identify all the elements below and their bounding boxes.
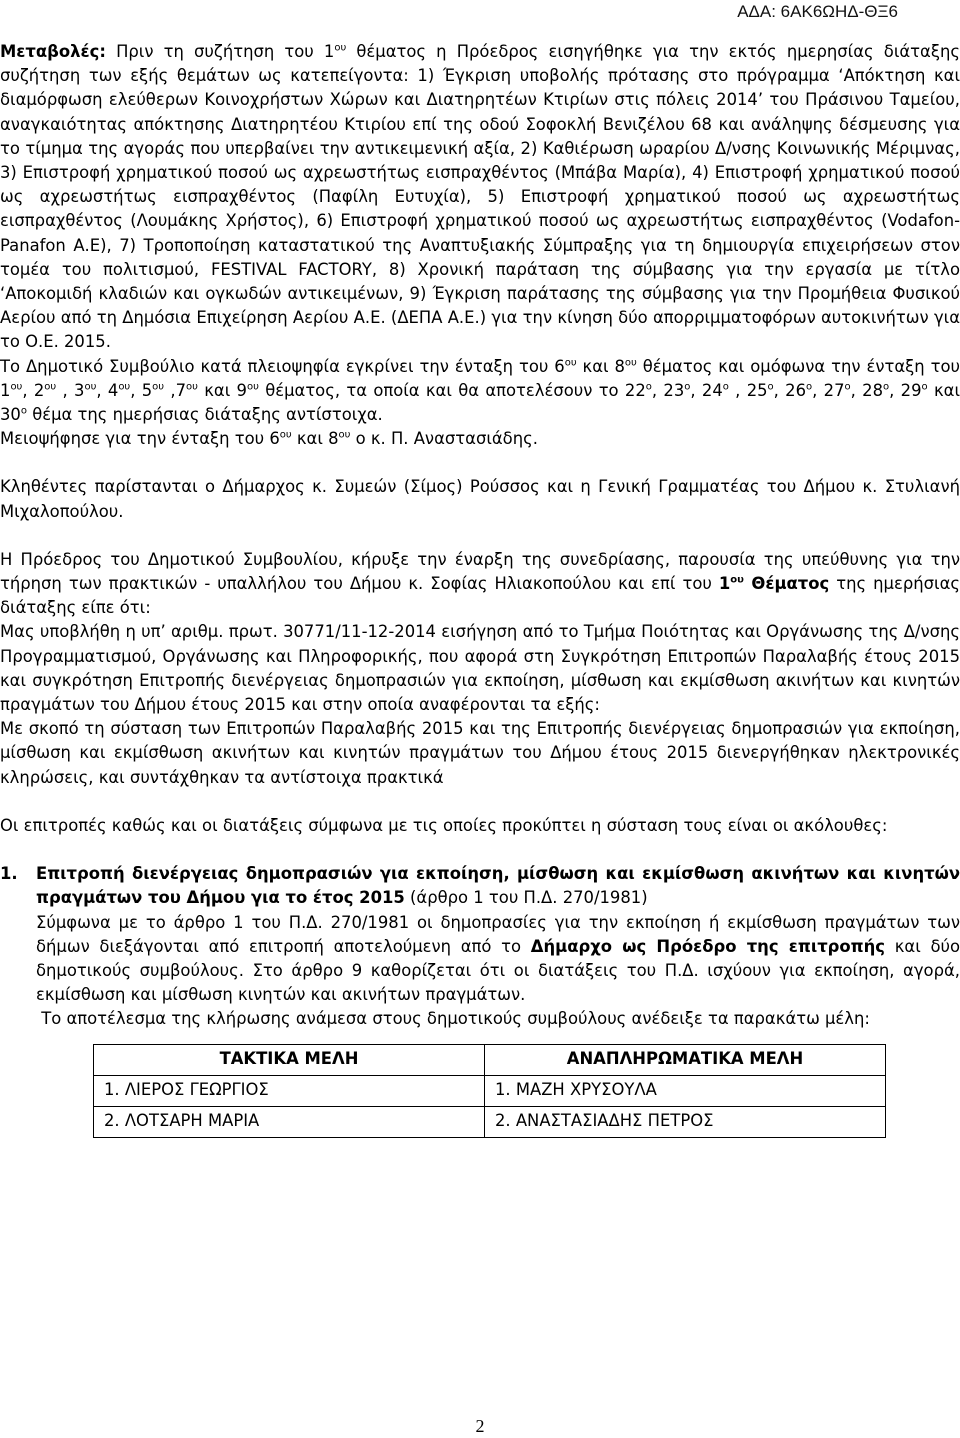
item-1 bbox=[0, 862, 960, 1031]
column-header: ΑΝΑΠΛΗΡΩΜΑΤΙΚΑ ΜΕΛΗ bbox=[485, 1044, 886, 1075]
minority-vote-paragraph: Μειοψήφησε για την ένταξη του $6^{o\upsilon}$ και $8^{o\upsilon}$ ο κ. Π. Αναστασιάδης. bbox=[0, 429, 538, 449]
members-table bbox=[93, 1044, 886, 1139]
item-1-para-1: Σύμφωνα με το άρθρο 1 του Π.Δ. 270/1981 οι δημοπρασίες για την εκποίηση ή εκμίσθωση πραγμάτων των δήμων διεξάγονται από επιτροπή αποτελούμενη από το Δήμαρχο ως Πρόεδρο της επιτροπής και δύο δημοτικούς συμβούλους. Στο άρθρο 9 καθορίζεται ότι οι διατάξεις του Π.Δ. ισχύουν για εκποίηση, αγορά, εκμίσθωση και μίσθωση κινητών και ακινήτων πραγμάτων. bbox=[36, 912, 960, 1005]
page-number: 2 bbox=[475, 1416, 485, 1436]
committees-paragraph: Οι επιτροπές καθώς και οι διατάξεις σύμφωνα με τις οποίες προκύπτει η σύσταση τους είναι οι ακόλουθες: bbox=[0, 815, 888, 835]
ada-code: ΑΔΑ: 6ΑΚ6ΩΗΔ-ΘΞ6 bbox=[737, 2, 898, 21]
changes-label: Μεταβολές: bbox=[0, 42, 106, 61]
table-cell: 1. ΛΙΕΡΟΣ ΓΕΩΡΓΙΟΣ bbox=[94, 1075, 485, 1106]
table-cell: 2. ΑΝΑΣΤΑΣΙΑΔΗΣ ΠΕΤΡΟΣ bbox=[485, 1106, 886, 1137]
table-row bbox=[94, 1075, 886, 1106]
document-page bbox=[0, 40, 960, 1138]
submitted-paragraph: Μας υποβλήθη η υπ’ αριθμ. πρωτ. 30771/11-12-2014 εισήγηση από το Τμήμα Ποιότητας και Οργάνωσης της Δ/νσης Προγραμματισμού, Οργάνωσης και Πληροφορικής, που αφορά στη Συγκρότηση Επιτροπών Παραλαβής έτους 2015 και συγκρότηση Επιτροπής διενέργειας δημοπρασιών για εκποίηση, μίσθωση και εκμίσθωση ακινήτων και κινητών πραγμάτων του Δήμου έτους 2015 και στην οποία αναφέρονται τα εξής: bbox=[0, 622, 960, 715]
table-row bbox=[94, 1106, 886, 1137]
table-header-row bbox=[94, 1044, 886, 1075]
item-1-title: Επιτροπή διενέργειας δημοπρασιών για εκποίηση, μίσθωση και εκμίσθωση ακινήτων και κινητών πραγμάτων του Δήμου για το έτος 2015 (άρθρο 1 του Π.Δ. 270/1981) bbox=[36, 864, 960, 908]
item-1-number: 1. bbox=[0, 864, 18, 884]
changes-paragraph: Μεταβολές: Πριν τη συζήτηση του $1^{o\upsilon}$ θέματος η Πρόεδρος εισηγήθηκε για την εκτός ημερησίας διάταξης συζήτηση των εξής θεμάτων ως κατεπείγοντα: 1) Έγκριση υποβολής πρότασης στο πρόγραμμα ‘Απόκτηση και διαμόρφωση ελεύθερων Κοινοχρήστων Χώρων και Διατηρητέων Κτιρίων στις πόλεις 2014’ του Πράσινου Ταμείου, αναγκαιότητας απόκτησης Διατηρητέου Κτιρίου επί της οδού Σοφοκλή Βενιζέλου 68 και ανάληψης δέσμευσης για το τίμημα της αγοράς που υπερβαίνει την αντικειμενική αξία, 2) Καθιέρωση ωραρίου Δ/νσης Κοινωνικής Μέριμνας, 3) Επιστροφή χρηματικού ποσού ως αχρεωστήτως εισπραχθέντος (Μπάβα Μαρία), 4) Επιστροφή χρηματικού ποσού ως αχρεωστήτως εισπραχθέντος (Παφίλη Ευτυχία), 5) Επιστροφή χρηματικού ποσού ως αχρεωστήτως εισπραχθέντος (Λουμάκης Χρήστος), 6) Επιστροφή χρηματικού ποσού ως αχρεωστήτως εισπραχθέντος (Vodafon-Panafon Α.Ε), 7) Τροποποίηση καταστατικού της Αναπτυξιακής Σύμπραξης για τη δημιουργία επιχειρήσεων στον τομέα του πολιτισμού, FESTIVAL FACTORY, 8) Χρονική παράταση της σύμβασης για την εργασία με τίτλο ‘Αποκομιδή κλαδιών και ογκωδών αντικειμένων, 9) Έγκριση παράτασης της σύμβασης για την Προμήθεια Φυσικού Αερίου από τη Δημόσια Επιχείρηση Αερίου Α.Ε. (ΔΕΠΑ Α.Ε.) για την κίνηση δύο απορριμματοφόρων αυτοκινήτων για το Ο.Ε. 2015. bbox=[0, 42, 960, 352]
column-header: ΤΑΚΤΙΚΑ ΜΕΛΗ bbox=[94, 1044, 485, 1075]
item-1-para-2: Το αποτέλεσμα της κλήρωσης ανάμεσα στους δημοτικούς συμβούλους ανέδειξε τα παρακάτω μέλη: bbox=[41, 1009, 870, 1029]
table-cell: 2. ΛΟΤΣΑΡΗ ΜΑΡΙΑ bbox=[94, 1106, 485, 1137]
president-paragraph: Η Πρόεδρος του Δημοτικού Συμβουλίου, κήρυξε την έναρξη της συνεδρίασης, παρουσία της υπεύθυνης για την τήρηση των πρακτικών - υπαλλήλου του Δήμου κ. Σοφίας Ηλιακοπούλου και επί του $1^{o\upsilon}$ Θέματος της ημερήσιας διάταξης είπε ότι: bbox=[0, 549, 960, 618]
table-cell: 1. ΜΑΖΗ ΧΡΥΣΟΥΛΑ bbox=[485, 1075, 886, 1106]
council-decision-paragraph: Το Δημοτικό Συμβούλιο κατά πλειοψηφία εγκρίνει την ένταξη του $6^{o\upsilon}$ και $8^{o\upsilon}$ θέματος και ομόφωνα την ένταξη του $1^{o\upsilon}$, $2^{o\upsilon}$ , $3^{o\upsilon}$, $4^{o\upsilon}$, $5^{o\upsilon}$ $,7^{o\upsilon}$ και $9^{o\upsilon}$ θέματος, τα οποία και θα αποτελέσουν το $22^o$, $23^o$, $24^o$ , $25^o$, $26^o$, $27^o$, $28^o$, $29^o$ και $30^o$ θέμα της ημερήσιας διάταξης αντίστοιχα. bbox=[0, 356, 960, 425]
purpose-paragraph: Με σκοπό τη σύσταση των Επιτροπών Παραλαβής 2015 και της Επιτροπής διενέργειας δημοπρασιών για εκποίηση, μίσθωση και εκμίσθωση ακινήτων και κινητών πραγμάτων του Δήμου έτους 2015 διενεργήθηκαν ηλεκτρονικές κληρώσεις, και συντάχθηκαν τα αντίστοιχα πρακτικά bbox=[0, 719, 960, 787]
present-paragraph: Κληθέντες παρίστανται ο Δήμαρχος κ. Συμεών (Σίμος) Ρούσσος και η Γενική Γραμματέας του Δήμου κ. Στυλιανή Μιχαλοπούλου. bbox=[0, 477, 960, 521]
